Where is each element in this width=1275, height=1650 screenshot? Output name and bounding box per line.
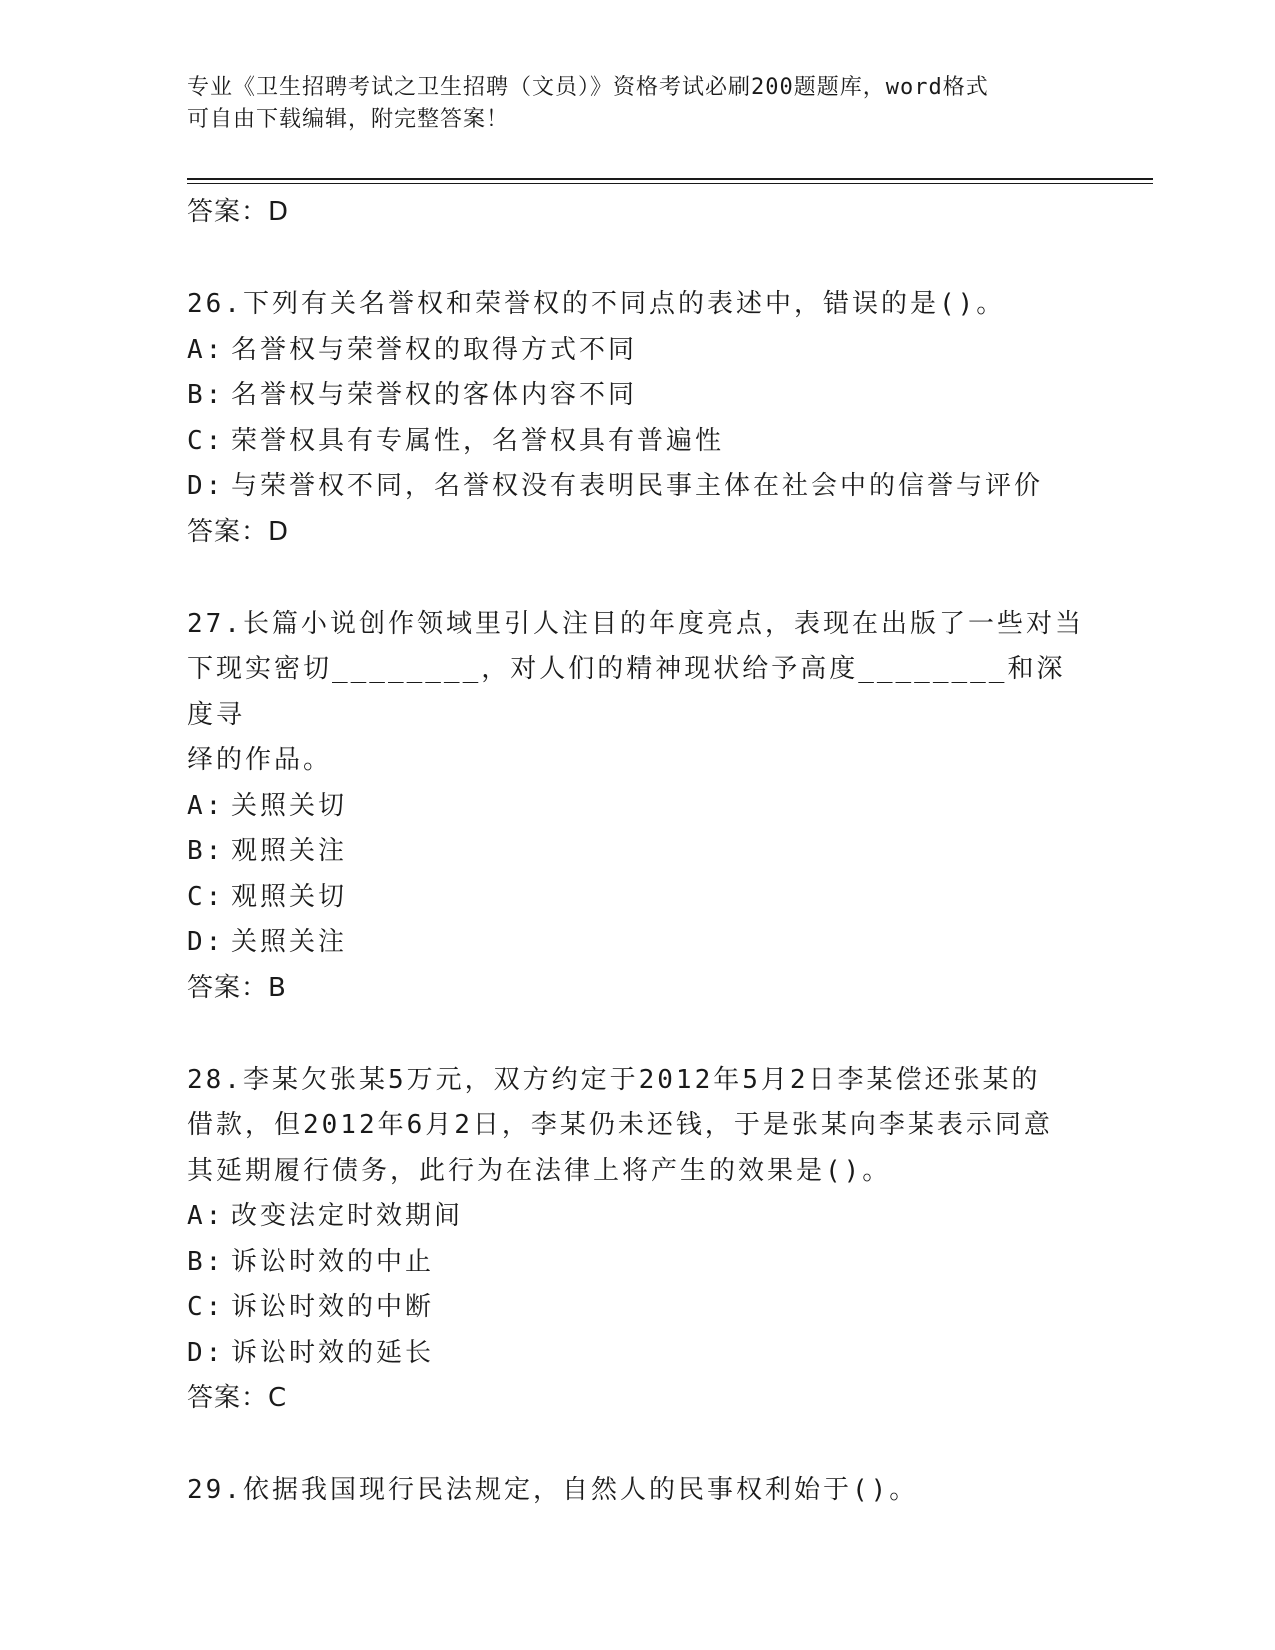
header-rule-thick bbox=[187, 178, 1153, 180]
question-text-line: 借款，但2012年6月2日，李某仍未还钱，于是张某向李某表示同意 bbox=[187, 1110, 1053, 1140]
option-a bbox=[187, 784, 1087, 830]
document-header bbox=[187, 72, 1067, 136]
option-c bbox=[187, 1285, 1087, 1331]
option-key: A: bbox=[187, 334, 225, 365]
option-key: B: bbox=[187, 836, 225, 866]
option-b bbox=[187, 1240, 1087, 1286]
question-text-line: 其延期履行债务，此行为在法律上将产生的效果是()。 bbox=[187, 1155, 892, 1186]
option-key: D: bbox=[187, 1337, 225, 1368]
option-text: 名誉权与荣誉权的取得方式不同 bbox=[231, 334, 638, 365]
question-text-line: 29.依据我国现行民法规定，自然人的民事权利始于()。 bbox=[187, 1475, 919, 1505]
header-rule-thin bbox=[187, 183, 1153, 184]
question-text-line: 下现实密切________，对人们的精神现状给予高度________和深度寻 bbox=[187, 654, 1066, 730]
spacer bbox=[187, 554, 1087, 602]
question-27 bbox=[187, 602, 1087, 1010]
question-28 bbox=[187, 1058, 1087, 1421]
option-d bbox=[187, 920, 1087, 966]
option-text: 诉讼时效的中断 bbox=[231, 1292, 435, 1322]
option-key: C: bbox=[187, 1292, 225, 1322]
option-text: 观照关注 bbox=[231, 836, 348, 866]
option-text: 改变法定时效期间 bbox=[231, 1201, 464, 1231]
question-text-line: 28.李某欠张某5万元，双方约定于2012年5月2日李某偿还张某的 bbox=[187, 1064, 1041, 1095]
header-line-1: 专业《卫生招聘考试之卫生招聘（文员）》资格考试必刷200题题库，word格式 bbox=[187, 75, 989, 100]
option-text: 荣誉权具有专属性，名誉权具有普遍性 bbox=[231, 425, 725, 456]
answer: 答案：B bbox=[187, 972, 287, 1003]
option-a bbox=[187, 328, 1087, 374]
option-text: 关照关切 bbox=[231, 790, 348, 821]
answer: 答案：D bbox=[187, 516, 290, 547]
spacer bbox=[187, 1420, 1087, 1468]
option-c bbox=[187, 875, 1087, 921]
option-text: 诉讼时效的延长 bbox=[231, 1337, 435, 1368]
previous-answer: 答案：D bbox=[187, 197, 290, 227]
spacer bbox=[187, 234, 1087, 282]
option-key: A: bbox=[187, 790, 225, 821]
option-key: B: bbox=[187, 380, 225, 410]
option-text: 关照关注 bbox=[231, 927, 348, 957]
option-c bbox=[187, 419, 1087, 465]
spacer bbox=[187, 1010, 1087, 1058]
answer: 答案：C bbox=[187, 1383, 288, 1413]
question-text-line: 26.下列有关名誉权和荣誉权的不同点的表述中，错误的是()。 bbox=[187, 289, 1006, 319]
option-d bbox=[187, 464, 1087, 510]
option-b bbox=[187, 373, 1087, 419]
option-text: 名誉权与荣誉权的客体内容不同 bbox=[231, 380, 638, 410]
option-key: D: bbox=[187, 471, 225, 501]
option-text: 观照关切 bbox=[231, 881, 348, 912]
option-a bbox=[187, 1194, 1087, 1240]
question-26 bbox=[187, 282, 1087, 554]
question-29 bbox=[187, 1468, 1087, 1514]
header-line-2: 可自由下载编辑，附完整答案！ bbox=[187, 107, 510, 132]
option-d bbox=[187, 1331, 1087, 1377]
question-text-line: 27.长篇小说创作领域里引人注目的年度亮点，表现在出版了一些对当 bbox=[187, 608, 1084, 639]
option-text: 诉讼时效的中止 bbox=[231, 1246, 435, 1277]
option-key: A: bbox=[187, 1201, 225, 1231]
option-text: 与荣誉权不同，名誉权没有表明民事主体在社会中的信誉与评价 bbox=[231, 471, 1044, 501]
option-key: C: bbox=[187, 881, 225, 912]
question-list bbox=[187, 190, 1087, 1514]
option-b bbox=[187, 829, 1087, 875]
option-key: D: bbox=[187, 927, 225, 957]
option-key: B: bbox=[187, 1246, 225, 1277]
question-text-line: 绎的作品。 bbox=[187, 745, 333, 775]
option-key: C: bbox=[187, 425, 225, 456]
